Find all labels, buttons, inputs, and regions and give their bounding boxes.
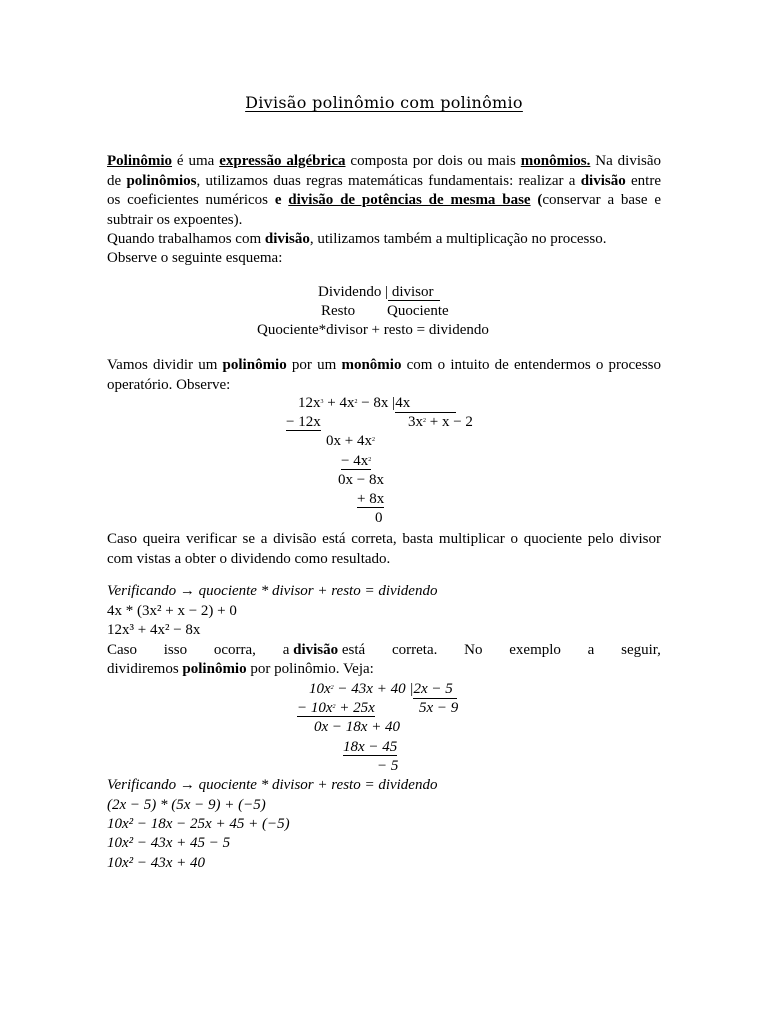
scheme-formula: Quociente*divisor + resto = dividendo	[257, 322, 489, 338]
verify2-line4: 10x² − 43x + 40	[107, 855, 206, 871]
verify2-line1: (2x − 5) * (5x − 9) + (−5)	[107, 797, 266, 813]
division2-dividend: $10x^2 - 43x + 40$ |2x − 5	[309, 681, 457, 699]
division1-remainder-1: $0x + 4x^2$	[326, 433, 375, 449]
page-title: Divisão polinômio com polinômio	[245, 93, 523, 112]
verify2-label: Verificando → quociente * divisor + resto = dividendo	[107, 777, 438, 793]
text-line: Observe o seguinte esquema:	[107, 250, 283, 266]
paragraph-4-line2: dividiremos polinômio por polinômio. Veja:	[107, 661, 374, 677]
paragraph-2: Vamos dividir um polinômio por um monômio com o intuito de entendermos o processo operatório. Observe:	[107, 357, 662, 393]
division2-remainder-2: − 5	[377, 758, 399, 774]
division1-quotient: $3x^2 + x - 2$	[408, 414, 473, 430]
verify2-line3: 10x² − 43x + 45 − 5	[107, 835, 231, 851]
division1-dividend: $12x^3 + 4x^2 - 8x$ |4x	[298, 395, 456, 413]
verify1-label: Verificando → quociente * divisor + resto = dividendo	[107, 583, 438, 599]
division1-subtract-1: − 12x	[286, 414, 321, 430]
scheme-dividendo: Dividendo | divisor	[318, 284, 440, 301]
scheme-quociente: Quociente	[387, 303, 449, 319]
term-divisao-potencias: divisão de potências de mesma base	[288, 192, 531, 208]
term-polinomios: polinômios	[126, 172, 197, 189]
division1-result: 0	[375, 510, 383, 526]
division2-subtract-2: 18x − 45	[343, 739, 398, 755]
term-divisao: divisão	[580, 172, 626, 189]
division2-quotient: 5x − 9	[419, 700, 459, 716]
intro-paragraph: Polinômio é uma expressão algébrica composta por dois ou mais monômios. Na divisão de polinômios, utilizamos duas regras matemáticas fundamentais: realizar a divisão entre os coeficientes numéricos e divisão de potências de mesma base (conservar a base e subtrair os expoentes).	[107, 153, 661, 228]
verify1-line1: 4x * (3x² + x − 2) + 0	[107, 603, 237, 619]
term-polinomio: Polinômio	[107, 153, 173, 169]
text-line: Quando trabalhamos com divisão, utilizamos também a multiplicação no processo.	[107, 231, 607, 247]
division2-subtract-1: − $10x^2 + 25x$	[297, 700, 375, 716]
division1-subtract-3: + 8x	[357, 491, 385, 507]
paragraph-4-line1: Caso isso ocorra, a divisão está correta. No exemplo a seguir,	[107, 642, 661, 658]
verify2-line2: 10x² − 18x − 25x + 45 + (−5)	[107, 816, 290, 832]
division2-remainder-1: 0x − 18x + 40	[314, 719, 401, 735]
scheme-resto: Resto	[321, 303, 356, 319]
paragraph-3: Caso queira verificar se a divisão está correta, basta multiplicar o quociente pelo divisor com vistas a obter o dividendo como resultado.	[107, 531, 661, 567]
term-expressao-algebrica: expressão algébrica	[219, 153, 346, 169]
division1-subtract-2: − $4x^2$	[341, 453, 372, 469]
verify1-line2: 12x³ + 4x² − 8x	[107, 622, 201, 638]
division1-remainder-2: 0x − 8x	[338, 472, 384, 488]
term-monomios: monômios.	[520, 153, 591, 169]
